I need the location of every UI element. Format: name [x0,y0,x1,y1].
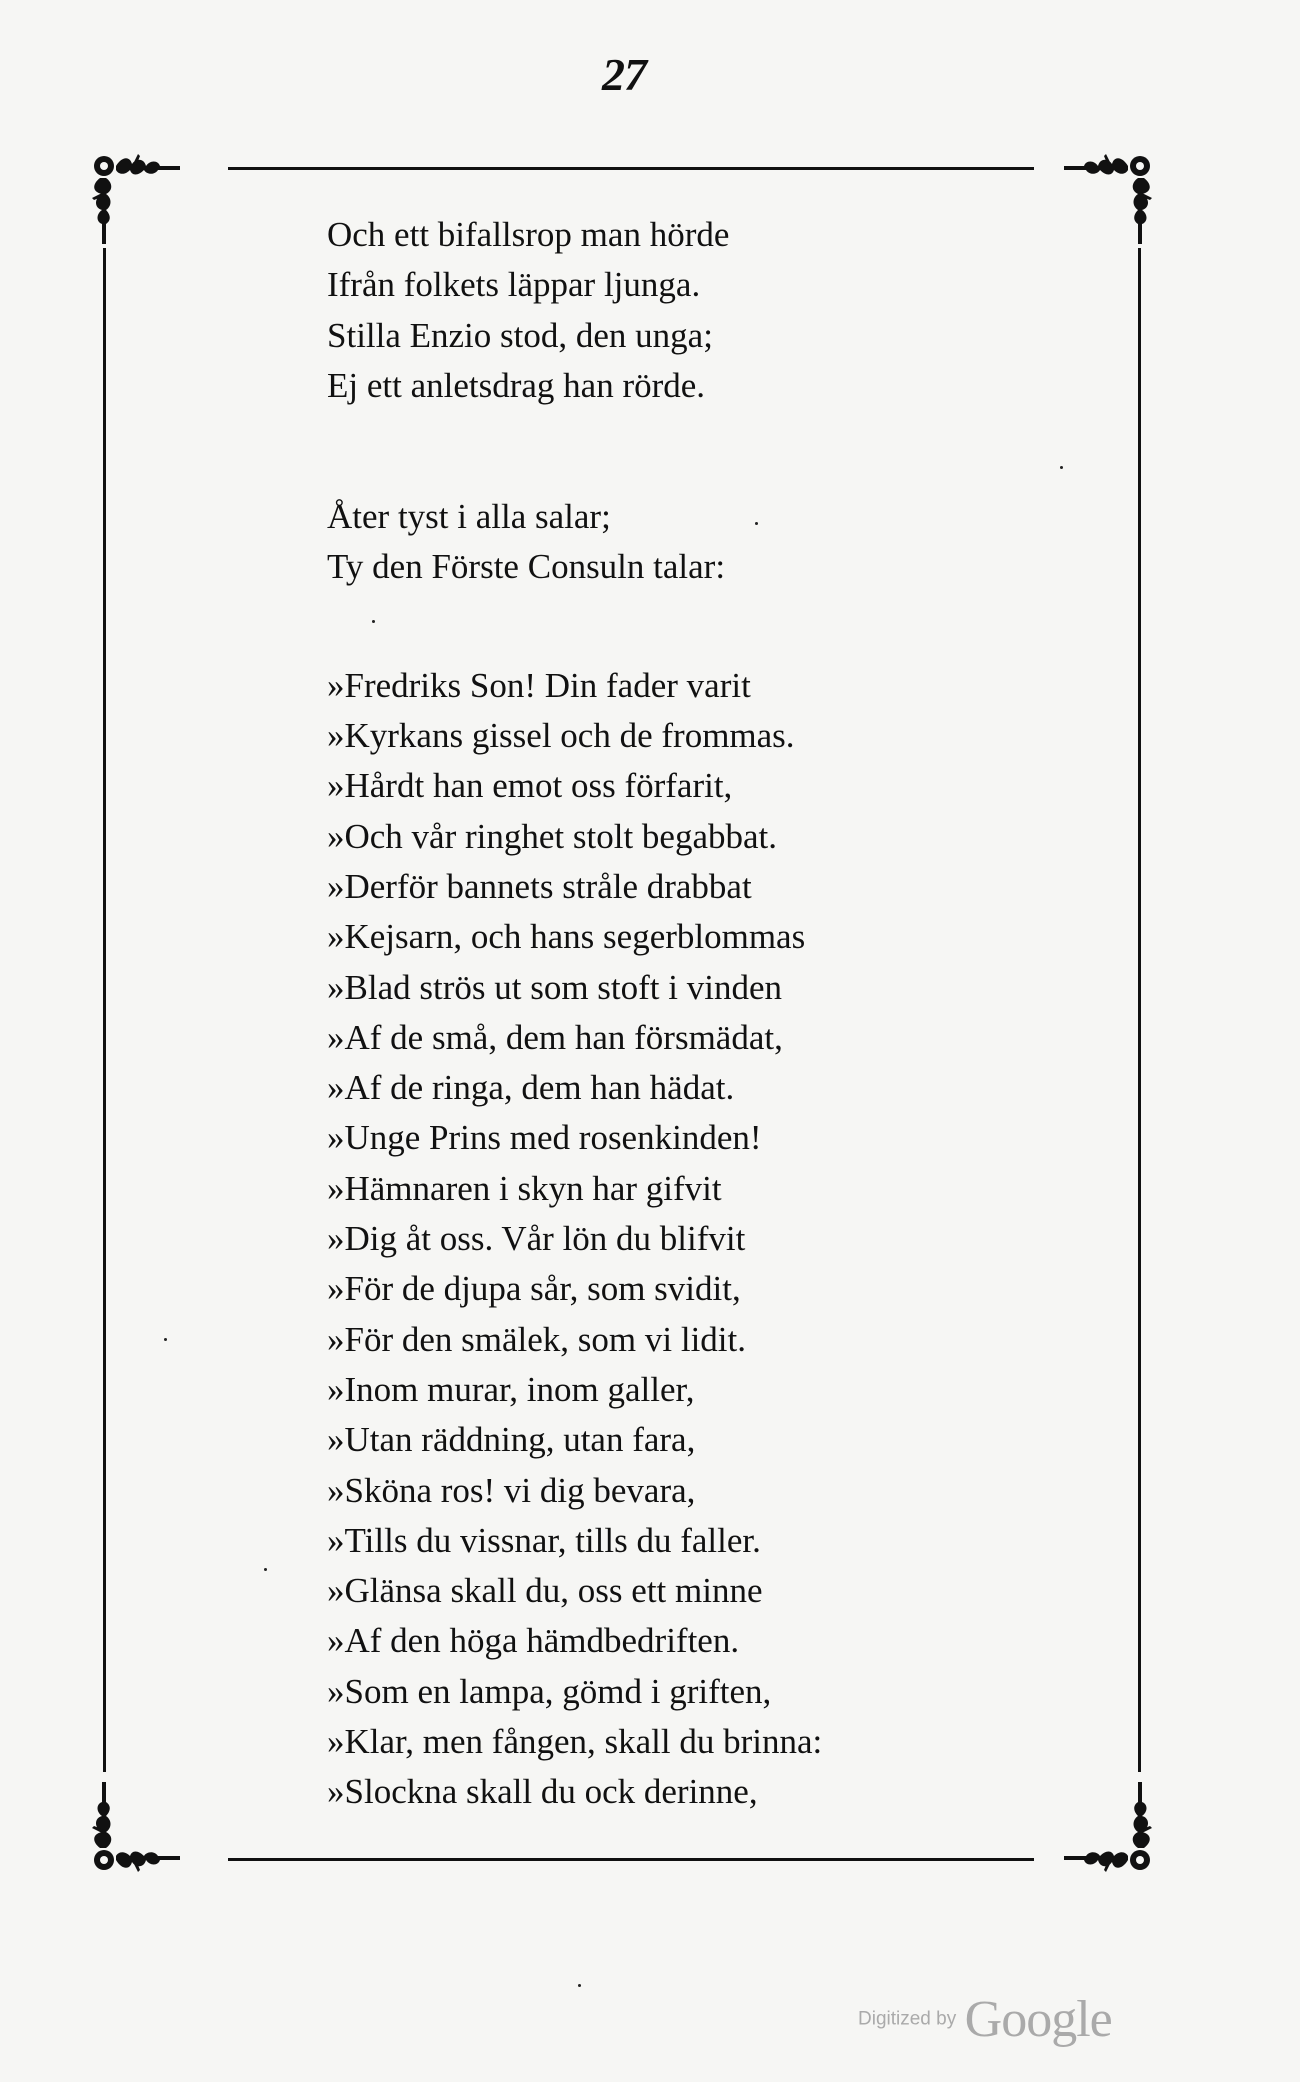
poem-line: »Dig åt oss. Vår lön du blifvit [327,1219,746,1259]
poem-line: »Kejsarn, och hans segerblommas [327,917,806,957]
frame-right-rule [1138,248,1141,1772]
poem-line: »Fredriks Son! Din fader varit [327,665,751,705]
poem-line: »Glänsa skall du, oss ett minne [327,1571,763,1611]
poem-line: Ej ett anletsdrag han rörde. [327,365,706,405]
poem-line: »Unge Prins med rosenkinden! [327,1118,762,1158]
poem-line: »Som en lampa, gömd i griften, [327,1671,772,1711]
poem-line: »För de djupa sår, som svidit, [327,1269,741,1309]
poem-line: »Kyrkans gissel och de frommas. [327,716,795,756]
frame-top-rule [228,167,1034,170]
stanza [327,492,1107,593]
digitization-watermark [858,1990,1112,2049]
watermark-prefix: Digitized by [858,2008,957,2030]
poem-line: Stilla Enzio stod, den unga; [327,315,713,355]
poem-line: »Blad strös ut som stoft i vinden [327,967,782,1007]
poem-line: »Af de ringa, dem han hädat. [327,1068,735,1108]
corner-ornament-icon [88,148,206,266]
poem-line: »Tills du vissnar, tills du faller. [327,1520,761,1560]
poem-line: »Af de små, dem han försmädat, [327,1017,783,1057]
poem-line: Och ett bifallsrop man hörde [327,215,730,254]
poem-line: »Klar, men fången, skall du brinna: [327,1722,823,1762]
poem-line: »Hämnaren i skyn har gifvit [327,1168,722,1208]
poem-line: »Och vår ringhet stolt begabbat. [327,816,778,856]
poem-line: »Slockna skall du ock derinne, [327,1772,758,1812]
watermark-brand: Google [964,1991,1112,2048]
poem-line: »Derför bannets stråle drabbat [327,866,752,906]
poem-line: »Af den höga hämdbedriften. [327,1621,740,1661]
poem-line: »Sköna ros! vi dig bevara, [327,1470,696,1510]
poem-line: »Hårdt han emot oss förfarit, [327,766,733,806]
print-speck [264,1568,267,1571]
print-speck [372,620,375,623]
print-speck [578,1984,581,1987]
print-speck [164,1338,167,1341]
poem-line: Åter tyst i alla salar; [327,497,611,537]
poem-line: Ifrån folkets läppar ljunga. [327,265,701,305]
print-speck [1060,466,1063,469]
stanza [327,210,1107,411]
page-number: 27 [602,49,646,100]
stanza [327,661,1107,1818]
frame-left-rule [103,248,106,1772]
poem-line: »För den smälek, som vi lidit. [327,1319,747,1359]
poem-line: »Inom murar, inom galler, [327,1369,695,1409]
poem-line: Ty den Förste Consuln talar: [327,547,726,587]
poem-body [327,210,1107,1899]
corner-ornament-icon [88,1760,206,1878]
print-speck [755,522,758,525]
poem-line: »Utan räddning, utan fara, [327,1420,696,1460]
